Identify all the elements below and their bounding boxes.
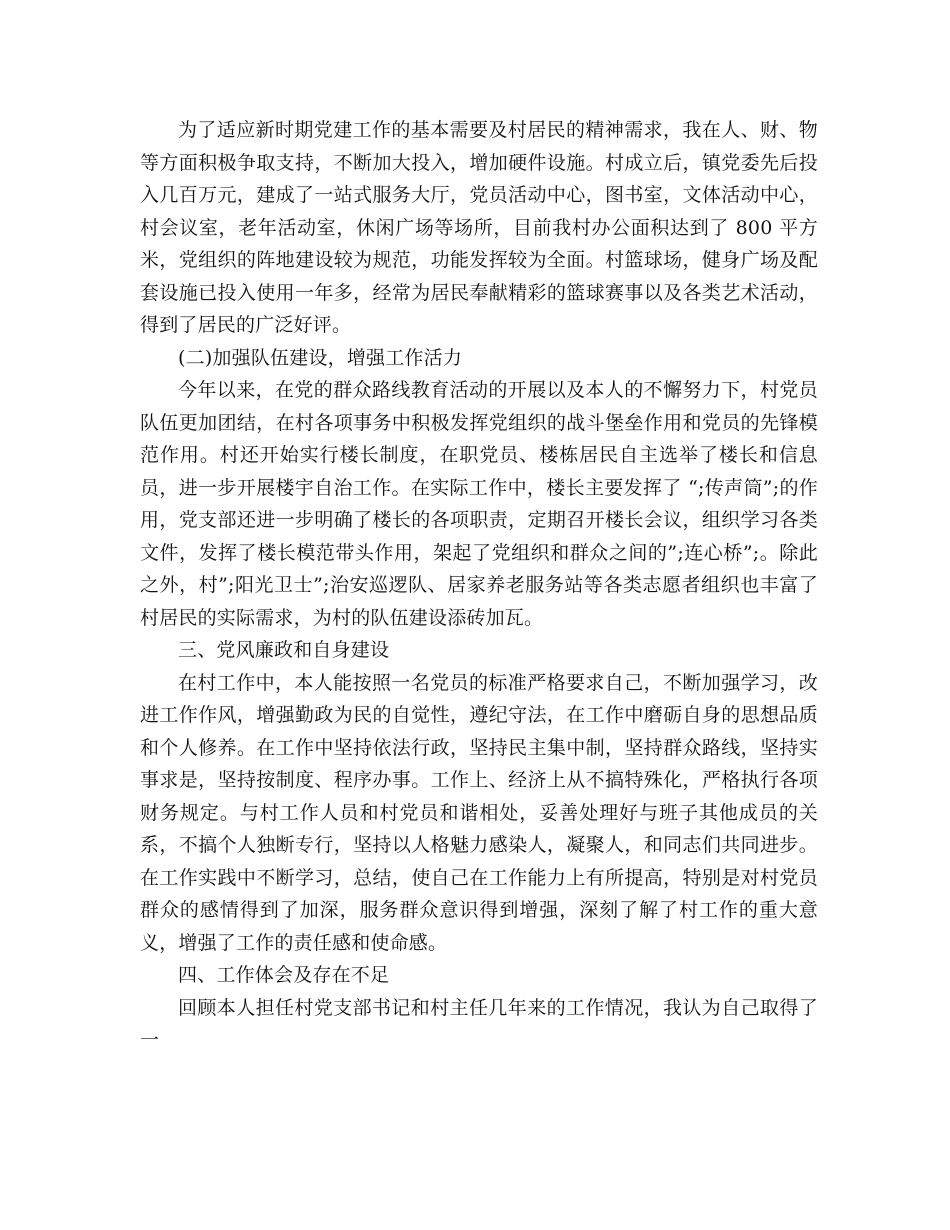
paragraph-team-building: 今年以来，在党的群众路线教育活动的开展以及本人的不懈努力下，村党员队伍更加团结，在村各项事务中积极发挥党组织的战斗堡垒作用和党员的先锋模范作用。村还开始实行楼长制度，在职党员、楼栋居民自主选举了楼长和信息员，进一步开展楼宇自治工作。在实际工作中，楼长主要发挥了 “;传声筒”;的作用，党支部还进一步明确了楼长的各项职责，定期召开楼长会议，组织学习各类文件，发挥了楼长模范带头作用，架起了党组织和群众之间的”;连心桥”;。除此之外，村”;阳光卫士”;治安巡逻队、居家养老服务站等各类志愿者组织也丰富了村居民的实际需求，为村的队伍建设添砖加瓦。	[140, 379, 818, 629]
section-heading-integrity: 三、党风廉政和自身建设	[178, 639, 390, 661]
paragraph-hardware-facilities: 为了适应新时期党建工作的基本需要及村居民的精神需求，我在人、财、物等方面积极争取支持，不断加大投入，增加硬件设施。村成立后，镇党委先后投入几百万元，建成了一站式服务大厅，党员活动中心，图书室，文体活动中心，村会议室，老年活动室，休闲广场等场所，目前我村办公面积达到了 800 平方米，党组织的阵地建设较为规范，功能发挥较为全面。村篮球场，健身广场及配套设施已投入使用一年多，经常为居民奉献精彩的篮球赛事以及各类艺术活动，得到了居民的广泛好评。	[140, 119, 818, 336]
paragraph-reflection: 回顾本人担任村党支部书记和村主任几年来的工作情况，我认为自己取得了一	[140, 996, 818, 1051]
document-body	[140, 114, 818, 1057]
paragraph-integrity: 在村工作中，本人能按照一名党员的标准严格要求自己，不断加强学习，改进工作作风，增强勤政为民的自觉性，遵纪守法，在工作中磨砺自身的思想品质和个人修养。在工作中坚持依法行政，坚持民主集中制，坚持群众路线，坚持实事求是，坚持按制度、程序办事。工作上、经济上从不搞特殊化，严格执行各项财务规定。与村工作人员和村党员和谐相处，妥善处理好与班子其他成员的关系，不搞个人独断专行，坚持以人格魅力感染人，凝聚人，和同志们共同进步。在工作实践中不断学习，总结，使自己在工作能力上有所提高，特别是对村党员群众的感情得到了加深，服务群众意识得到增强，深刻了解了村工作的重大意义，增强了工作的责任感和使命感。	[140, 671, 818, 954]
section-heading-team-building: (二)加强队伍建设，增强工作活力	[178, 346, 463, 369]
section-heading-reflection: 四、工作体会及存在不足	[178, 964, 390, 986]
